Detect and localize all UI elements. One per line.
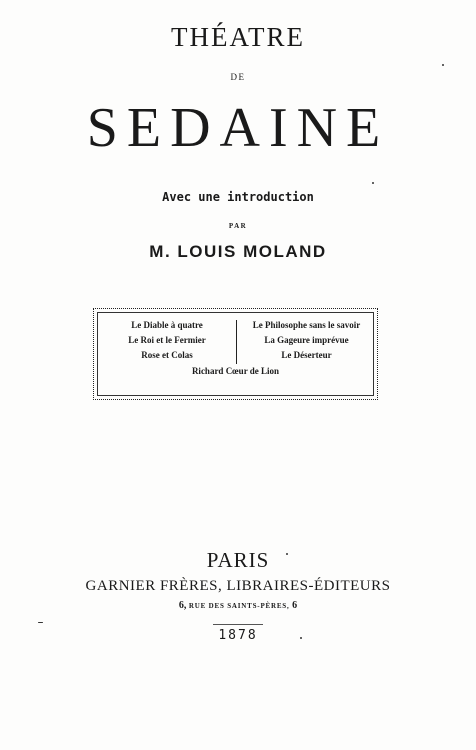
address-street: RUE DES SAINTS-PÈRES,	[188, 602, 290, 610]
ink-speck	[442, 64, 444, 66]
column-divider	[236, 320, 237, 364]
contents-left-column	[102, 318, 232, 363]
ink-speck	[286, 553, 288, 555]
divider-rule	[213, 624, 263, 625]
list-item: Le Diable à quatre	[131, 320, 203, 330]
list-item: Richard Cœur de Lion	[191, 366, 280, 376]
book-title: THÉATRE	[171, 22, 305, 52]
contents-frame	[93, 308, 378, 400]
list-item: Le Philosophe sans le savoir	[252, 320, 361, 330]
list-item: La Gageure imprévue	[264, 335, 349, 345]
ink-speck	[372, 182, 374, 184]
introduction-line: Avec une introduction	[162, 190, 314, 204]
contents-list	[102, 318, 369, 391]
editor-name: M. LOUIS MOLAND	[149, 242, 327, 261]
address-number: 6,	[178, 600, 187, 611]
address-number-end: 6	[292, 600, 298, 611]
imprint-year: 1878	[218, 628, 258, 643]
by-word: PAR	[228, 222, 248, 230]
list-item: Le Roi et le Fermier	[128, 335, 206, 345]
author-name: SEDAINE	[86, 97, 390, 159]
title-preposition: DE	[230, 72, 246, 82]
imprint-address	[0, 600, 476, 611]
ink-speck	[300, 637, 302, 639]
contents-right-column	[240, 318, 373, 363]
ink-speck	[38, 622, 43, 623]
imprint-publisher: GARNIER FRÈRES, LIBRAIRES-ÉDITEURS	[85, 578, 391, 594]
list-item: Le Déserteur	[281, 350, 332, 360]
imprint-city: PARIS	[206, 548, 270, 572]
list-item: Rose et Colas	[141, 350, 193, 360]
